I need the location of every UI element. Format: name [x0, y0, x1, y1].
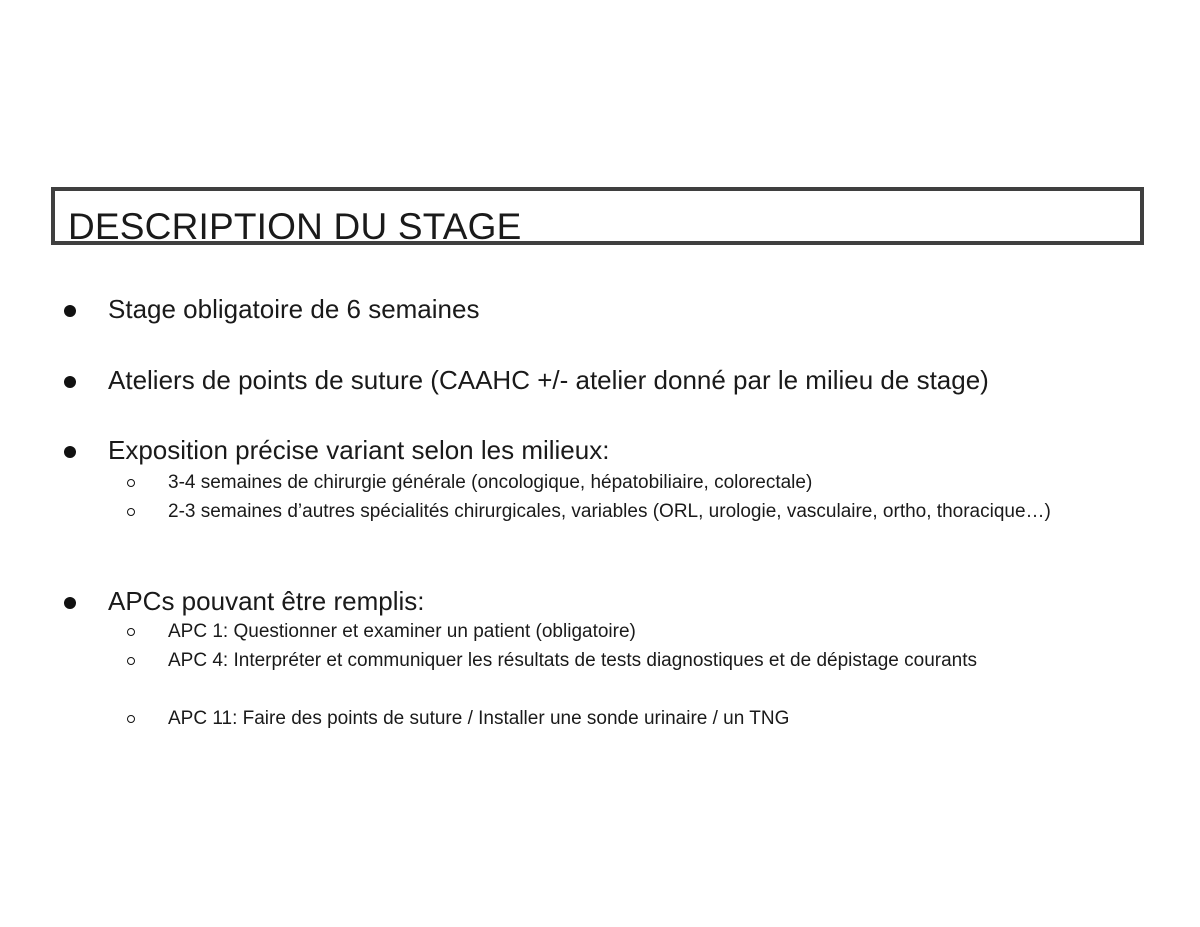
page-title: DESCRIPTION DU STAGE [68, 206, 522, 247]
sub-list-item-text: 3-4 semaines de chirurgie générale (oncologique, hépatobiliaire, colorectale) [168, 472, 813, 493]
sub-list-item-text: APC 4: Interpréter et communiquer les résultats de tests diagnostiques et de dépistage courants [168, 650, 978, 671]
sub-list-item-text: 2-3 semaines d’autres spécialités chirurgicales, variables (ORL, urologie, vasculaire, ortho, thoracique…) [168, 501, 1051, 522]
bullet-dot-icon [64, 597, 76, 609]
bullet-dot-icon [64, 305, 76, 317]
bullet-circle-icon [127, 479, 135, 487]
bullet-dot-icon [64, 446, 76, 458]
list-item-text: Exposition précise variant selon les milieux: [108, 435, 610, 465]
list-item-text: Ateliers de points de suture (CAAHC +/- atelier donné par le milieu de stage) [108, 365, 989, 395]
bullet-dot-icon [64, 376, 76, 388]
list-item-text: APCs pouvant être remplis: [108, 586, 425, 616]
list-item-text: Stage obligatoire de 6 semaines [108, 294, 480, 324]
bullet-circle-icon [127, 508, 135, 516]
title-box [51, 187, 1144, 245]
sub-list-item-text: APC 1: Questionner et examiner un patient (obligatoire) [168, 621, 636, 642]
bullet-circle-icon [127, 657, 135, 665]
bullet-circle-icon [127, 628, 135, 636]
sub-list-item-text: APC 11: Faire des points de suture / Installer une sonde urinaire / un TNG [168, 708, 790, 729]
bullet-circle-icon [127, 715, 135, 723]
